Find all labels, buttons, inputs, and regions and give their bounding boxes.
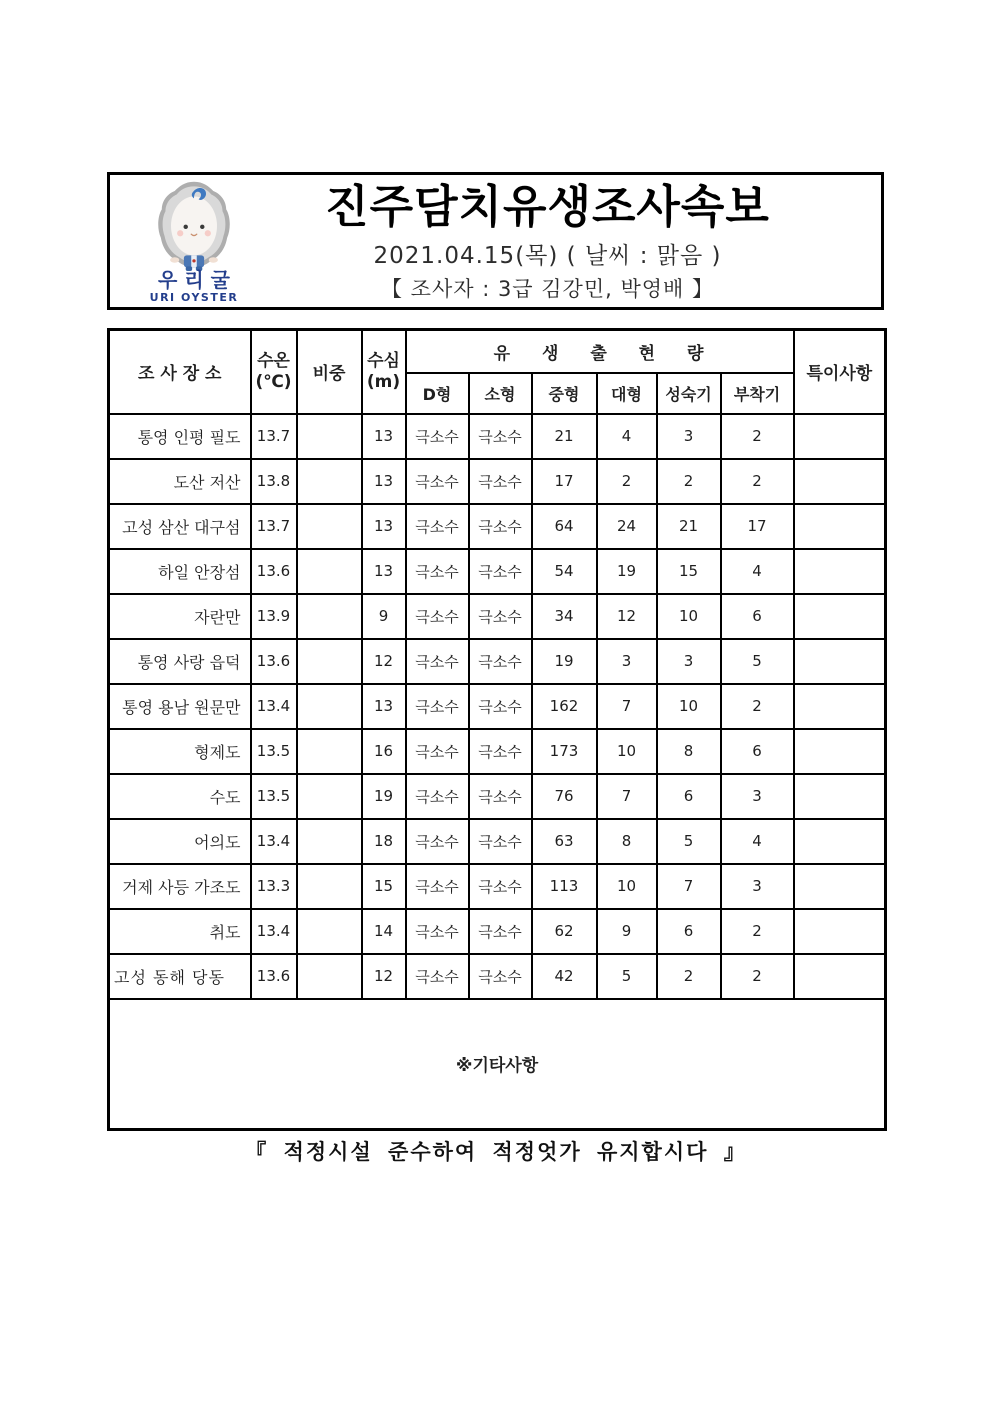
cell-temp: 13.5 bbox=[251, 729, 297, 774]
cell-temp: 13.7 bbox=[251, 504, 297, 549]
cell-attach: 3 bbox=[721, 774, 794, 819]
cell-small: 극소수 bbox=[469, 504, 532, 549]
col-header-mature: 성숙기 bbox=[657, 373, 721, 414]
cell-small: 극소수 bbox=[469, 774, 532, 819]
cell-temp: 13.4 bbox=[251, 819, 297, 864]
cell-d_stage: 극소수 bbox=[406, 954, 469, 999]
cell-d_stage: 극소수 bbox=[406, 819, 469, 864]
cell-gravity bbox=[297, 954, 362, 999]
cell-d_stage: 극소수 bbox=[406, 504, 469, 549]
cell-location: 통영 용남 원문만 bbox=[109, 684, 251, 729]
cell-medium: 76 bbox=[532, 774, 597, 819]
cell-mature: 5 bbox=[657, 819, 721, 864]
cell-location: 하일 안장섬 bbox=[109, 549, 251, 594]
cell-location: 거제 사등 가조도 bbox=[109, 864, 251, 909]
cell-large: 24 bbox=[597, 504, 657, 549]
cell-d_stage: 극소수 bbox=[406, 594, 469, 639]
cell-medium: 54 bbox=[532, 549, 597, 594]
cell-medium: 42 bbox=[532, 954, 597, 999]
cell-temp: 13.6 bbox=[251, 549, 297, 594]
cell-temp: 13.4 bbox=[251, 684, 297, 729]
water-temp-label: 수온 bbox=[257, 350, 290, 371]
col-header-larvae-occurrence: 유 생 출 현 량 bbox=[406, 330, 794, 373]
cell-mature: 8 bbox=[657, 729, 721, 774]
cell-mature: 7 bbox=[657, 864, 721, 909]
table-row bbox=[109, 504, 886, 549]
cell-notes bbox=[794, 774, 886, 819]
cell-attach: 6 bbox=[721, 729, 794, 774]
date-weather-line: 2021.04.15(목) ( 날씨 : 맑음 ) bbox=[373, 242, 722, 269]
cell-large: 7 bbox=[597, 684, 657, 729]
cell-gravity bbox=[297, 684, 362, 729]
cell-gravity bbox=[297, 819, 362, 864]
cell-location: 자란만 bbox=[109, 594, 251, 639]
cell-d_stage: 극소수 bbox=[406, 774, 469, 819]
cell-attach: 2 bbox=[721, 459, 794, 504]
cell-large: 3 bbox=[597, 639, 657, 684]
col-header-depth bbox=[362, 330, 406, 414]
cell-gravity bbox=[297, 729, 362, 774]
cell-medium: 173 bbox=[532, 729, 597, 774]
cell-mature: 6 bbox=[657, 774, 721, 819]
cell-notes bbox=[794, 954, 886, 999]
col-header-small: 소형 bbox=[469, 373, 532, 414]
cell-mature: 6 bbox=[657, 909, 721, 954]
cell-location: 고성 동해 당동 bbox=[109, 954, 251, 999]
cell-temp: 13.7 bbox=[251, 414, 297, 459]
table-row bbox=[109, 459, 886, 504]
col-header-d-stage: D형 bbox=[406, 373, 469, 414]
cell-small: 극소수 bbox=[469, 549, 532, 594]
col-header-specific-gravity: 비중 bbox=[297, 330, 362, 414]
header-text-block bbox=[278, 175, 881, 307]
table-row bbox=[109, 909, 886, 954]
cell-small: 극소수 bbox=[469, 684, 532, 729]
cell-small: 극소수 bbox=[469, 954, 532, 999]
cell-medium: 162 bbox=[532, 684, 597, 729]
cell-notes bbox=[794, 684, 886, 729]
cell-depth: 13 bbox=[362, 504, 406, 549]
cell-depth: 13 bbox=[362, 459, 406, 504]
cell-attach: 17 bbox=[721, 504, 794, 549]
water-temp-unit: (℃) bbox=[255, 371, 292, 392]
cell-mature: 2 bbox=[657, 954, 721, 999]
cell-notes bbox=[794, 909, 886, 954]
depth-unit: (m) bbox=[366, 371, 401, 392]
cell-attach: 2 bbox=[721, 684, 794, 729]
cell-depth: 13 bbox=[362, 414, 406, 459]
cell-mature: 10 bbox=[657, 594, 721, 639]
cell-location: 도산 저산 bbox=[109, 459, 251, 504]
cell-location: 통영 인평 필도 bbox=[109, 414, 251, 459]
cell-medium: 21 bbox=[532, 414, 597, 459]
cell-location: 형제도 bbox=[109, 729, 251, 774]
cell-d_stage: 극소수 bbox=[406, 459, 469, 504]
cell-depth: 14 bbox=[362, 909, 406, 954]
cell-small: 극소수 bbox=[469, 729, 532, 774]
etc-row bbox=[109, 999, 886, 1130]
cell-notes bbox=[794, 729, 886, 774]
cell-small: 극소수 bbox=[469, 459, 532, 504]
oyster-mascot-icon bbox=[152, 179, 236, 271]
document-title: 진주담치유생조사속보 bbox=[325, 180, 770, 233]
cell-notes bbox=[794, 414, 886, 459]
cell-d_stage: 극소수 bbox=[406, 549, 469, 594]
cell-attach: 4 bbox=[721, 549, 794, 594]
logo bbox=[110, 175, 278, 307]
header bbox=[107, 172, 884, 310]
cell-location: 고성 삼산 대구섬 bbox=[109, 504, 251, 549]
cell-notes bbox=[794, 459, 886, 504]
table-row bbox=[109, 684, 886, 729]
cell-location: 어의도 bbox=[109, 819, 251, 864]
table-row bbox=[109, 774, 886, 819]
table-row bbox=[109, 549, 886, 594]
table-row bbox=[109, 864, 886, 909]
cell-large: 4 bbox=[597, 414, 657, 459]
cell-medium: 63 bbox=[532, 819, 597, 864]
col-header-location: 조 사 장 소 bbox=[109, 330, 251, 414]
cell-large: 12 bbox=[597, 594, 657, 639]
cell-medium: 34 bbox=[532, 594, 597, 639]
cell-d_stage: 극소수 bbox=[406, 909, 469, 954]
cell-depth: 18 bbox=[362, 819, 406, 864]
cell-gravity bbox=[297, 594, 362, 639]
col-header-notes: 특이사항 bbox=[794, 330, 886, 414]
cell-location: 수도 bbox=[109, 774, 251, 819]
cell-large: 2 bbox=[597, 459, 657, 504]
cell-temp: 13.9 bbox=[251, 594, 297, 639]
cell-large: 9 bbox=[597, 909, 657, 954]
col-header-water-temp bbox=[251, 330, 297, 414]
cell-medium: 62 bbox=[532, 909, 597, 954]
cell-gravity bbox=[297, 414, 362, 459]
etc-notes-cell: ※기타사항 bbox=[109, 999, 886, 1130]
cell-mature: 3 bbox=[657, 414, 721, 459]
cell-mature: 15 bbox=[657, 549, 721, 594]
cell-gravity bbox=[297, 459, 362, 504]
cell-large: 7 bbox=[597, 774, 657, 819]
col-header-attached: 부착기 bbox=[721, 373, 794, 414]
cell-small: 극소수 bbox=[469, 639, 532, 684]
cell-depth: 15 bbox=[362, 864, 406, 909]
cell-gravity bbox=[297, 864, 362, 909]
cell-temp: 13.6 bbox=[251, 954, 297, 999]
cell-mature: 3 bbox=[657, 639, 721, 684]
logo-english-text: URI OYSTER bbox=[149, 291, 239, 304]
cell-attach: 3 bbox=[721, 864, 794, 909]
cell-depth: 16 bbox=[362, 729, 406, 774]
cell-small: 극소수 bbox=[469, 594, 532, 639]
col-header-medium: 중형 bbox=[532, 373, 597, 414]
cell-d_stage: 극소수 bbox=[406, 639, 469, 684]
cell-large: 10 bbox=[597, 729, 657, 774]
cell-d_stage: 극소수 bbox=[406, 864, 469, 909]
footer-slogan: 『 적정시설 준수하여 적정엇가 유지합시다 』 bbox=[245, 1140, 747, 1164]
cell-notes bbox=[794, 504, 886, 549]
cell-temp: 13.8 bbox=[251, 459, 297, 504]
cell-location: 취도 bbox=[109, 909, 251, 954]
cell-large: 5 bbox=[597, 954, 657, 999]
cell-depth: 12 bbox=[362, 954, 406, 999]
cell-depth: 13 bbox=[362, 549, 406, 594]
cell-gravity bbox=[297, 639, 362, 684]
logo-korean-text: 우리굴 bbox=[158, 268, 237, 292]
cell-small: 극소수 bbox=[469, 864, 532, 909]
cell-gravity bbox=[297, 549, 362, 594]
cell-depth: 13 bbox=[362, 684, 406, 729]
cell-depth: 12 bbox=[362, 639, 406, 684]
cell-mature: 21 bbox=[657, 504, 721, 549]
cell-d_stage: 극소수 bbox=[406, 729, 469, 774]
cell-mature: 10 bbox=[657, 684, 721, 729]
cell-medium: 64 bbox=[532, 504, 597, 549]
table-row bbox=[109, 729, 886, 774]
col-header-large: 대형 bbox=[597, 373, 657, 414]
cell-d_stage: 극소수 bbox=[406, 414, 469, 459]
table-row bbox=[109, 414, 886, 459]
table-row bbox=[109, 639, 886, 684]
cell-temp: 13.3 bbox=[251, 864, 297, 909]
survey-table bbox=[107, 328, 887, 1131]
cell-large: 10 bbox=[597, 864, 657, 909]
cell-large: 19 bbox=[597, 549, 657, 594]
cell-medium: 19 bbox=[532, 639, 597, 684]
surveyor-line: 【 조사자 : 3급 김강민, 박영배 】 bbox=[380, 276, 715, 301]
cell-location: 통영 사랑 읍덕 bbox=[109, 639, 251, 684]
cell-temp: 13.4 bbox=[251, 909, 297, 954]
table-row bbox=[109, 954, 886, 999]
cell-mature: 2 bbox=[657, 459, 721, 504]
cell-attach: 2 bbox=[721, 954, 794, 999]
depth-label: 수심 bbox=[367, 350, 400, 371]
cell-temp: 13.5 bbox=[251, 774, 297, 819]
cell-notes bbox=[794, 864, 886, 909]
cell-small: 극소수 bbox=[469, 909, 532, 954]
cell-gravity bbox=[297, 774, 362, 819]
cell-gravity bbox=[297, 909, 362, 954]
cell-attach: 6 bbox=[721, 594, 794, 639]
cell-notes bbox=[794, 819, 886, 864]
cell-notes bbox=[794, 594, 886, 639]
cell-notes bbox=[794, 549, 886, 594]
table-row bbox=[109, 819, 886, 864]
table-row bbox=[109, 594, 886, 639]
cell-notes bbox=[794, 639, 886, 684]
cell-gravity bbox=[297, 504, 362, 549]
cell-depth: 9 bbox=[362, 594, 406, 639]
cell-d_stage: 극소수 bbox=[406, 684, 469, 729]
cell-temp: 13.6 bbox=[251, 639, 297, 684]
cell-attach: 2 bbox=[721, 414, 794, 459]
cell-small: 극소수 bbox=[469, 819, 532, 864]
cell-small: 극소수 bbox=[469, 414, 532, 459]
cell-large: 8 bbox=[597, 819, 657, 864]
cell-medium: 17 bbox=[532, 459, 597, 504]
cell-medium: 113 bbox=[532, 864, 597, 909]
cell-depth: 19 bbox=[362, 774, 406, 819]
cell-attach: 2 bbox=[721, 909, 794, 954]
cell-attach: 5 bbox=[721, 639, 794, 684]
cell-attach: 4 bbox=[721, 819, 794, 864]
